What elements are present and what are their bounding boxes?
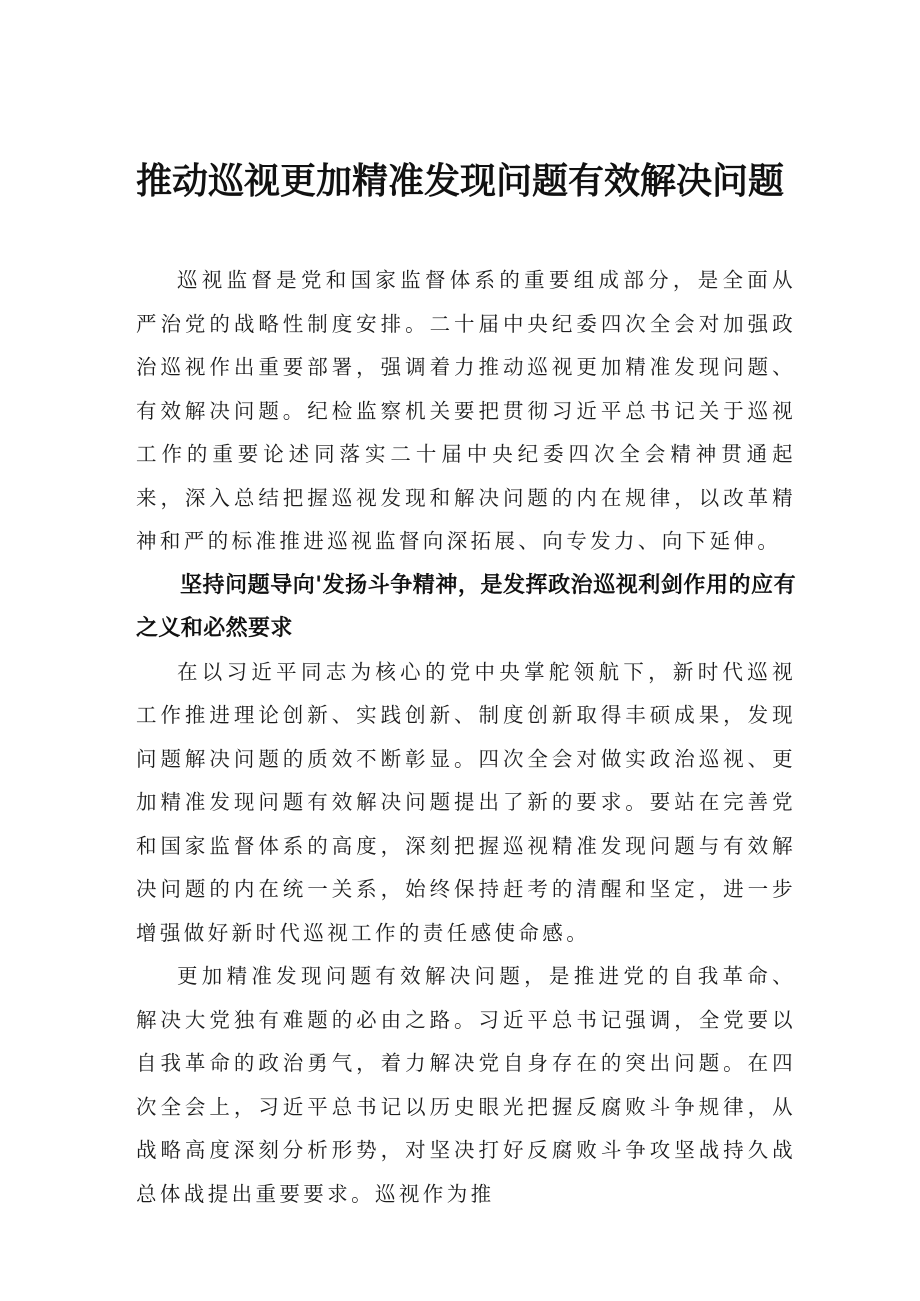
document-title: 推动巡视更加精准发现问题有效解决问题: [135, 161, 784, 202]
body-paragraph: 巡视监督是党和国家监督体系的重要组成部分，是全面从严治党的战略性制度安排。二十届中央纪委四次全会对加强政治巡视作出重要部署，强调着力推动巡视更加精准发现问题、有效解决问题。纪检监察机关要把贯彻习近平总书记关于巡视工作的重要论述同落实二十届中央纪委四次全会精神贯通起来，深入总结把握巡视发现和解决问题的内在规律，以改革精神和严的标准推进巡视监督向深拓展、向专发力、向下延伸。: [136, 268, 796, 553]
document-body: [136, 259, 796, 1216]
body-paragraph: 更加精准发现问题有效解决问题，是推进党的自我革命、解决大党独有难题的必由之路。习近平总书记强调，全党要以自我革命的政治勇气，着力解决党自身存在的突出问题。在四次全会上，习近平总书记以历史眼光把握反腐败斗争规律，从战略高度深刻分析形势，对坚决打好反腐败斗争攻坚战持久战总体战提出重要要求。巡视作为推: [136, 964, 796, 1206]
body-paragraph: 在以习近平同志为核心的党中央掌舵领航下，新时代巡视工作推进理论创新、实践创新、制度创新取得丰硕成果，发现问题解决问题的质效不断彰显。四次全会对做实政治巡视、更加精准发现问题有效解决问题提出了新的要求。要站在完善党和国家监督体系的高度，深刻把握巡视精准发现问题与有效解决问题的内在统一关系，始终保持赶考的清醒和坚定，进一步增强做好新时代巡视工作的责任感使命感。: [136, 659, 796, 945]
section-heading: 坚持问题导向'发扬斗争精神，是发挥政治巡视利剑作用的应有之义和必然要求: [136, 572, 796, 641]
